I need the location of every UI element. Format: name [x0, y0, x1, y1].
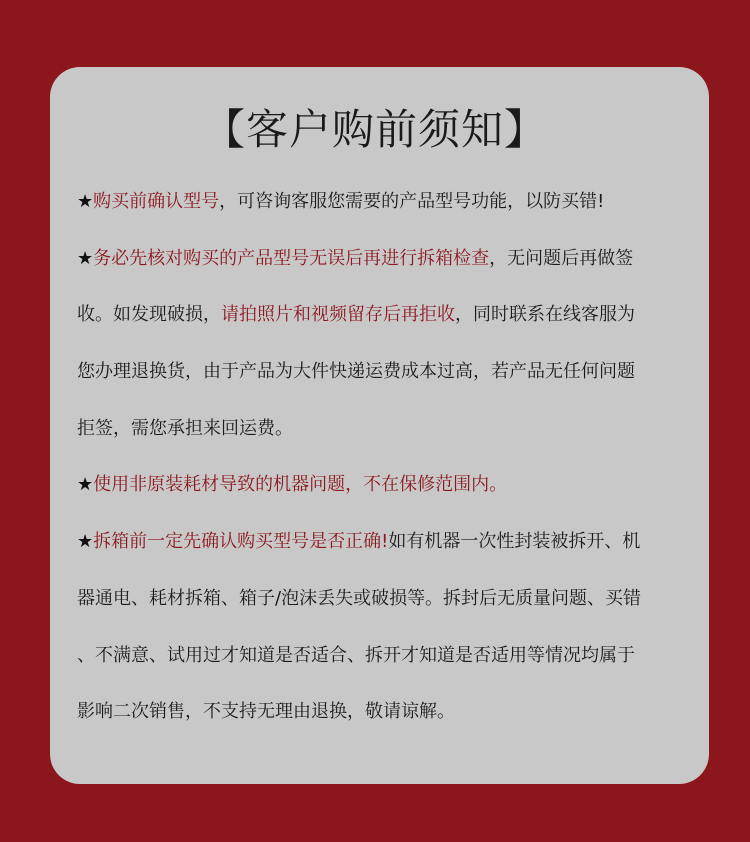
body-text: 您办理退换货，由于产品为大件快递运费成本过高，若产品无任何问题: [77, 361, 635, 383]
body-text: 如有机器一次性封装被拆开、机: [388, 531, 641, 553]
body-text: ，同时联系在线客服为: [455, 304, 635, 326]
notice-line-4: [77, 350, 677, 407]
page-title: 【客户购前须知】: [202, 105, 547, 154]
star-icon: ★: [77, 474, 94, 496]
notice-line-9: [77, 634, 677, 691]
body-text: 影响二次销售，不支持无理由退换，敬请谅解。: [77, 701, 455, 723]
highlight-text: 务必先核对购买的产品型号无误后再进行拆箱检查: [93, 247, 490, 269]
body-text: ，无问题后再做签: [489, 247, 634, 269]
notice-line-8: [77, 577, 677, 634]
body-text: 拒签，需您承担来回运费。: [77, 417, 293, 439]
notice-line-3: [77, 293, 677, 350]
notice-body: [77, 180, 677, 747]
highlight-text: 拆箱前一定先确认购买型号是否正确!: [93, 531, 389, 553]
body-text: 器通电、耗材拆箱、箱子/泡沫丢失或破损等。拆封后无质量问题、买错: [77, 587, 642, 609]
body-text: ，可咨询客服您需要的产品型号功能，以防买错!: [219, 191, 605, 212]
body-text: 、不满意、试用过才知道是否适合、拆开才知道是否适用等情况均属于: [77, 644, 635, 666]
notice-line-1: [77, 180, 677, 237]
notice-line-5: [77, 407, 677, 464]
star-icon: ★: [77, 247, 94, 269]
star-icon: ★: [77, 531, 94, 553]
highlight-text: 请拍照片和视频留存后再拒收: [221, 304, 455, 326]
body-text: 收。如发现破损，: [77, 304, 221, 326]
notice-line-10: [77, 690, 677, 747]
highlight-text: 购买前确认型号: [93, 191, 220, 212]
highlight-text: 使用非原装耗材导致的机器问题，不在保修范围内。: [93, 474, 508, 496]
star-icon: ★: [77, 191, 94, 212]
notice-line-6: [77, 463, 677, 520]
notice-line-2: [77, 237, 677, 294]
notice-line-7: [77, 520, 677, 577]
